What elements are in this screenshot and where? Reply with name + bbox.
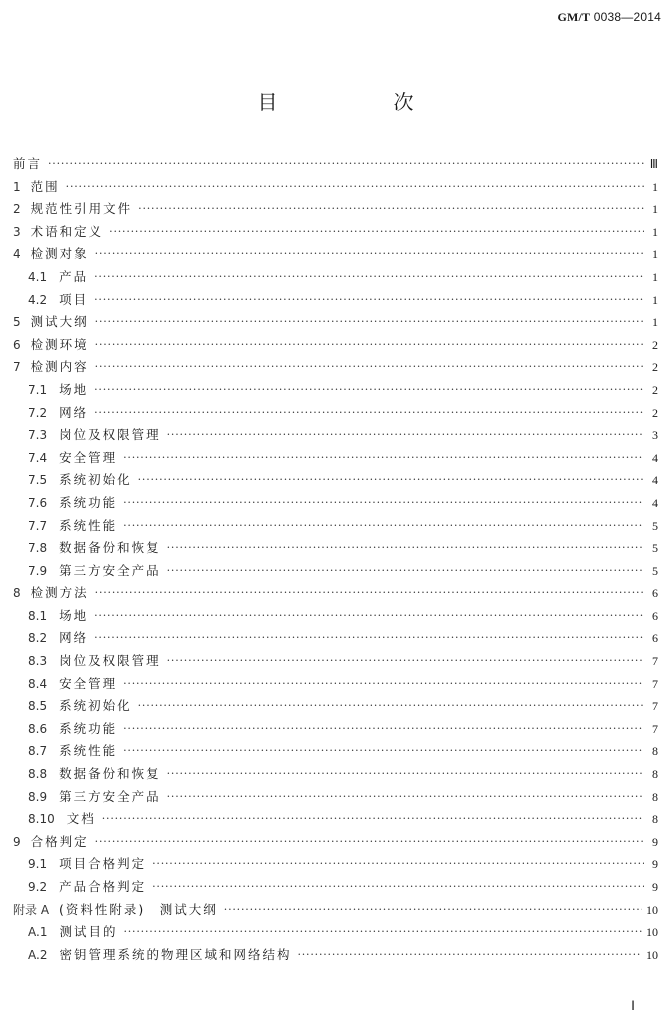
toc-entry-number: A.1 <box>28 925 48 940</box>
toc-leader-dots <box>123 515 644 538</box>
toc-entry[interactable] <box>13 899 658 922</box>
toc-leader-dots <box>48 153 644 176</box>
toc-entry-label: 数据备份和恢复 <box>59 540 161 556</box>
toc-entry-label: 安全管理 <box>59 449 118 465</box>
toc-entry[interactable] <box>13 944 658 967</box>
toc-leader-dots <box>95 356 644 379</box>
toc-leader-dots <box>167 786 644 809</box>
toc-entry-page: 3 <box>652 428 658 443</box>
toc-entry-label: 合格判定 <box>30 833 89 849</box>
toc-entry-number: 8.6 <box>28 721 48 736</box>
toc-entry-number: 3 <box>13 224 21 239</box>
toc-entry[interactable] <box>13 853 658 876</box>
toc-entry-number: 5 <box>13 315 21 330</box>
standard-number: 0038—2014 <box>593 10 661 24</box>
toc-entry-page: 5 <box>652 541 658 556</box>
toc-entry[interactable] <box>13 695 658 718</box>
toc-leader-dots <box>152 876 644 899</box>
toc-entry-label: 系统功能 <box>59 720 118 736</box>
toc-entry[interactable] <box>13 627 658 650</box>
toc-entry-page: Ⅲ <box>649 157 658 171</box>
toc-entry-label: 密钥管理系统的物理区域和网络结构 <box>59 946 292 962</box>
toc-entry[interactable] <box>13 153 658 176</box>
toc-entry-label: 第三方安全产品 <box>59 788 161 804</box>
toc-leader-dots <box>123 492 644 515</box>
toc-entry-page: 4 <box>652 473 658 488</box>
toc-leader-dots <box>297 944 642 967</box>
toc-entry-label: 范围 <box>30 178 60 194</box>
toc-entry[interactable] <box>13 289 658 312</box>
toc-entry-number: 9 <box>13 834 21 849</box>
toc-entry-page: 9 <box>652 834 658 849</box>
toc-entry-label: 系统性能 <box>59 517 118 533</box>
toc-entry-page: 4 <box>652 450 658 465</box>
toc-entry[interactable] <box>13 198 658 221</box>
toc-entry-number: 8.7 <box>28 744 48 759</box>
toc-entry-page: 8 <box>652 744 658 759</box>
toc-entry-page: 1 <box>652 179 658 194</box>
toc-entry[interactable] <box>13 605 658 628</box>
toc-entry[interactable] <box>13 876 658 899</box>
toc-entry[interactable] <box>13 537 658 560</box>
toc-leader-dots <box>94 627 644 650</box>
toc-entry-label: 测试大纲 <box>30 314 89 330</box>
toc-entry-page: 1 <box>652 202 658 217</box>
toc-leader-dots <box>138 695 644 718</box>
toc-entry-page: 5 <box>652 563 658 578</box>
toc-entry-label: 术语和定义 <box>30 223 104 239</box>
toc-entry-label: 系统功能 <box>59 494 118 510</box>
toc-entry-page: 9 <box>652 880 658 894</box>
toc-entry[interactable] <box>13 311 658 334</box>
toc-entry-page: 7 <box>652 699 658 714</box>
toc-leader-dots <box>123 718 644 741</box>
toc-leader-dots <box>123 740 644 763</box>
toc-entry-label: 项目 <box>59 291 89 307</box>
toc-entry-number: 8 <box>13 586 21 601</box>
toc-entry-number: 7.3 <box>28 428 48 443</box>
toc-entry-page: 9 <box>652 857 658 872</box>
toc-entry-label: 规范性引用文件 <box>30 201 133 217</box>
toc-entry-number: 8.9 <box>28 789 48 804</box>
toc-entry[interactable] <box>13 402 658 425</box>
toc-leader-dots <box>94 379 644 402</box>
toc-leader-dots <box>138 198 644 221</box>
toc-entry[interactable] <box>13 221 658 244</box>
toc-entry[interactable] <box>13 763 658 786</box>
toc-entry[interactable] <box>13 334 658 357</box>
toc-leader-dots <box>224 899 642 922</box>
toc-entry-label: 安全管理 <box>59 675 118 691</box>
toc-entry[interactable] <box>13 379 658 402</box>
toc-entry-number: 7.4 <box>28 450 48 465</box>
toc-entry-page: 5 <box>652 518 658 533</box>
toc-entry-page: 6 <box>652 608 658 623</box>
toc-leader-dots <box>123 673 644 696</box>
toc-entry-page: 1 <box>652 269 658 284</box>
toc-entry[interactable] <box>13 582 658 605</box>
toc-leader-dots <box>123 921 642 944</box>
toc-leader-dots <box>95 334 644 357</box>
toc-entry-number: 8.3 <box>28 654 48 669</box>
toc-entry-page: 2 <box>652 337 658 352</box>
toc-entry-page: 7 <box>652 654 658 669</box>
toc-entry[interactable] <box>13 560 658 583</box>
toc-entry-label: 文档 <box>66 811 96 827</box>
toc-entry-number: 7 <box>13 360 21 375</box>
toc-entry-label: 岗位及权限管理 <box>59 427 161 443</box>
toc-entry-page: 1 <box>652 292 658 307</box>
toc-leader-dots <box>123 447 644 470</box>
toc-leader-dots <box>102 808 644 831</box>
toc-leader-dots <box>95 582 644 605</box>
toc-entry-number: 8.4 <box>28 676 48 691</box>
toc-entry-page: 10 <box>646 925 658 940</box>
table-of-contents <box>13 153 658 966</box>
toc-entry-page: 2 <box>652 360 658 375</box>
toc-leader-dots <box>66 176 644 199</box>
toc-entry-label: 检测内容 <box>30 359 89 375</box>
footer-page-number: Ⅰ <box>631 998 635 1013</box>
toc-entry[interactable] <box>13 650 658 673</box>
toc-entry[interactable] <box>13 673 658 696</box>
toc-entry-label: 网络 <box>59 404 89 420</box>
toc-entry-page: 6 <box>652 631 658 646</box>
toc-entry-number: A.2 <box>28 947 48 962</box>
page-title: 目 次 <box>257 90 462 114</box>
toc-entry-number: 7.8 <box>28 541 48 556</box>
toc-entry-page: 1 <box>652 315 658 330</box>
toc-leader-dots <box>167 424 644 447</box>
toc-leader-dots <box>109 221 644 244</box>
toc-entry-page: 8 <box>652 789 658 804</box>
toc-leader-dots <box>152 853 644 876</box>
toc-entry-number: 8.5 <box>28 699 48 714</box>
toc-entry-number: 7.7 <box>28 518 48 533</box>
toc-entry-page: 4 <box>652 495 658 510</box>
toc-entry-number: 4.2 <box>28 292 48 307</box>
toc-entry[interactable] <box>13 469 658 492</box>
toc-entry-label: 数据备份和恢复 <box>59 766 161 782</box>
toc-entry[interactable] <box>13 243 658 266</box>
toc-entry-number: 2 <box>13 202 21 217</box>
toc-entry-label: 系统初始化 <box>59 472 132 488</box>
toc-entry[interactable] <box>13 176 658 199</box>
toc-entry-number: 4 <box>13 247 21 262</box>
toc-entry-number: 7.9 <box>28 563 48 578</box>
toc-leader-dots <box>167 763 644 786</box>
toc-entry-page: 10 <box>646 947 658 962</box>
toc-entry-number: 8.2 <box>28 631 48 646</box>
toc-entry[interactable] <box>13 786 658 809</box>
toc-entry[interactable] <box>13 447 658 470</box>
toc-entry-label: 网络 <box>59 630 89 646</box>
toc-entry-label: 产品 <box>59 268 89 284</box>
toc-entry-number: 7.5 <box>28 473 48 488</box>
toc-entry-label: 第三方安全产品 <box>59 562 161 578</box>
toc-entry-page: 7 <box>652 676 658 691</box>
toc-entry-page: 10 <box>646 902 658 917</box>
toc-entry-label: 系统性能 <box>59 743 118 759</box>
toc-entry-page: 1 <box>652 247 658 262</box>
toc-entry-page: 7 <box>652 721 658 736</box>
toc-entry-label: 项目合格判定 <box>59 856 147 872</box>
toc-entry-label: 岗位及权限管理 <box>59 653 161 669</box>
toc-entry-label: 前言 <box>13 156 43 171</box>
toc-leader-dots <box>167 537 644 560</box>
toc-entry[interactable] <box>13 266 658 289</box>
toc-leader-dots <box>95 311 644 334</box>
toc-entry-label: (资料性附录) 测试大纲 <box>59 901 218 917</box>
toc-entry-label: 系统初始化 <box>59 698 132 714</box>
toc-leader-dots <box>167 650 644 673</box>
toc-leader-dots <box>95 831 644 854</box>
toc-entry-number: 8.8 <box>28 767 48 782</box>
toc-entry-number: 1 <box>13 179 21 194</box>
toc-entry-number: 9.2 <box>28 880 48 894</box>
toc-entry[interactable] <box>13 740 658 763</box>
toc-entry[interactable] <box>13 831 658 854</box>
toc-entry-number: 7.2 <box>28 405 48 420</box>
toc-entry-label: 产品合格判定 <box>59 879 147 894</box>
toc-leader-dots <box>95 243 644 266</box>
toc-entry-number: 4.1 <box>28 269 48 284</box>
toc-entry-page: 2 <box>652 382 658 397</box>
toc-entry[interactable] <box>13 808 658 831</box>
toc-entry-number: 6 <box>13 337 21 352</box>
toc-entry-number: 8.1 <box>28 608 48 623</box>
toc-entry-page: 1 <box>652 224 658 239</box>
toc-entry-label: 场地 <box>59 381 89 397</box>
toc-leader-dots <box>167 560 644 583</box>
toc-entry-page: 2 <box>652 405 658 420</box>
toc-entry[interactable] <box>13 492 658 515</box>
toc-entry-label: 检测对象 <box>30 246 89 262</box>
toc-entry-number: 9.1 <box>28 857 48 872</box>
toc-entry-number: 8.10 <box>28 812 55 827</box>
toc-entry-label: 测试目的 <box>59 924 118 940</box>
toc-entry[interactable] <box>13 515 658 538</box>
toc-leader-dots <box>94 289 644 312</box>
toc-entry-label: 场地 <box>59 607 89 623</box>
toc-entry[interactable] <box>13 718 658 741</box>
toc-entry-number: 附录 A <box>13 902 50 917</box>
toc-leader-dots <box>94 266 644 289</box>
toc-entry[interactable] <box>13 356 658 379</box>
toc-entry-label: 检测环境 <box>30 336 89 352</box>
toc-leader-dots <box>94 402 644 425</box>
standard-prefix: GM/T <box>557 10 591 24</box>
toc-entry[interactable] <box>13 424 658 447</box>
toc-entry-page: 8 <box>652 767 658 782</box>
toc-entry-number: 7.1 <box>28 382 48 397</box>
standard-code <box>557 10 661 25</box>
toc-entry-page: 8 <box>652 812 658 827</box>
toc-entry-label: 检测方法 <box>30 585 89 601</box>
toc-leader-dots <box>94 605 644 628</box>
toc-entry-number: 7.6 <box>28 495 48 510</box>
toc-entry[interactable] <box>13 921 658 944</box>
toc-leader-dots <box>138 469 644 492</box>
toc-entry-page: 6 <box>652 586 658 601</box>
